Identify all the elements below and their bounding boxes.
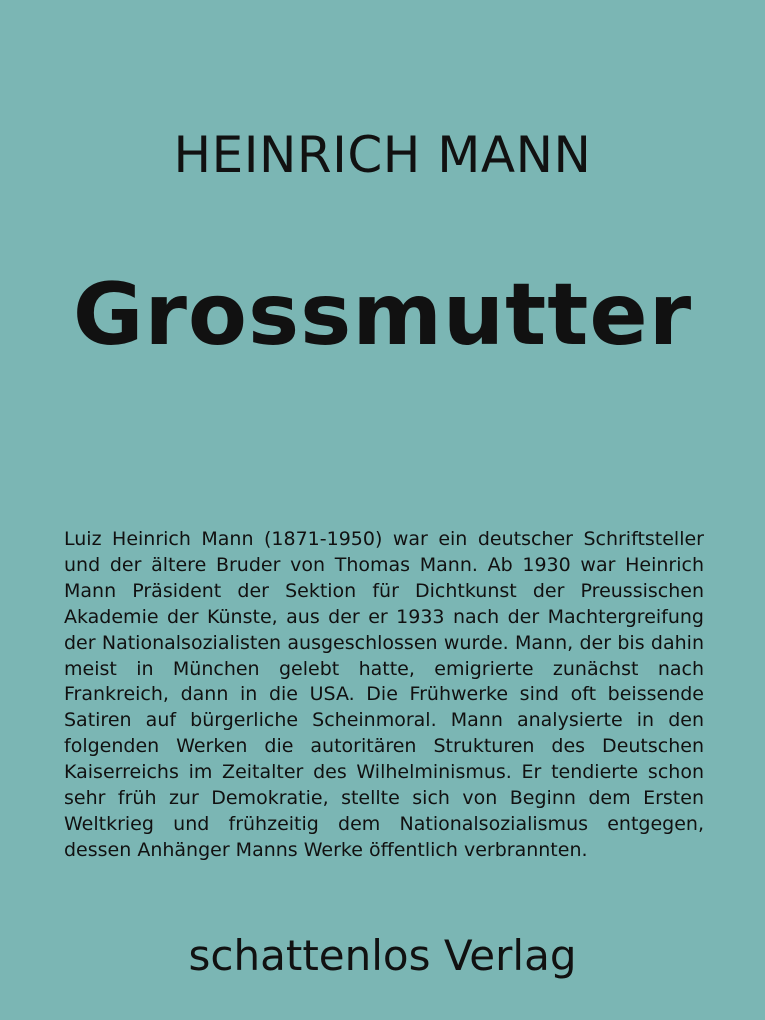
publisher-name: schattenlos Verlag [188, 931, 577, 980]
author-biography: Luiz Heinrich Mann (1871-1950) war ein deutscher Schriftsteller und der ältere Bruder von Thomas Mann. Ab 1930 war Heinrich Mann Präsident der Sektion für Dichtkunst der Preussischen Akademie der Künste, aus der er 1933 nach der Machtergreifung der Nationalsozialisten ausgeschlossen wurde. Mann, der bis dahin meist in München gelebt hatte, emigrierte zunächst nach Frankreich, dann in die USA. Die Frühwerke sind oft beissende Satiren auf bürgerliche Scheinmoral. Mann analysierte in den folgenden Werken die autoritären Strukturen des Deutschen Kaiserreichs im Zeitalter des Wilhelminismus. Er tendierte schon sehr früh zur Demokratie, stellte sich von Beginn dem Ersten Weltkrieg und frühzeitig dem Nationalsozialismus entgegen, dessen Anhänger Manns Werke öffentlich verbrannten. [64, 528, 704, 861]
book-title: Grossmutter [72, 265, 693, 365]
author-name: HEINRICH MANN [173, 126, 592, 184]
